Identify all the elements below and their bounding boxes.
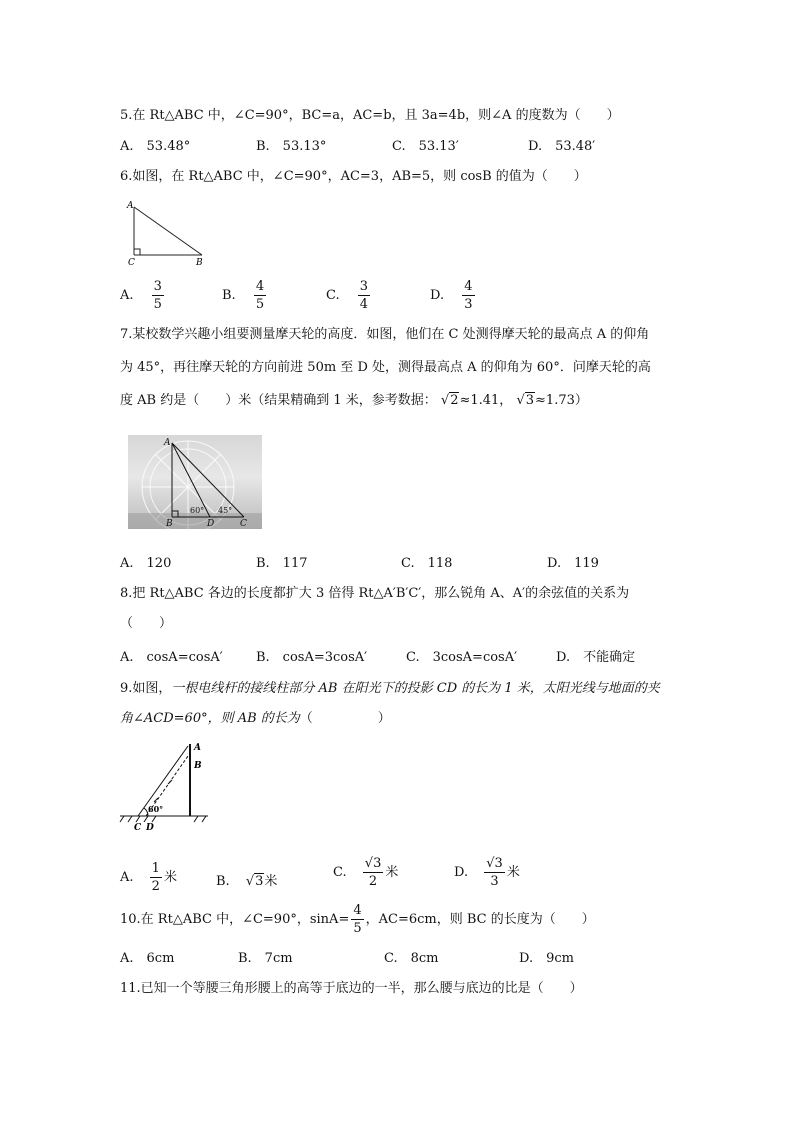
q7-angle-60: 60°: [190, 506, 205, 515]
question-7-line-1: 7.某校数学兴趣小组要测量摩天轮的高度．如图，他们在 C 处测得摩天轮的最高点 A 的仰角: [120, 327, 650, 342]
q9-option-d-letter: D.: [454, 865, 469, 880]
q9-option-c-unit: 米: [385, 865, 399, 880]
q7-line-3-text: 度 AB 约是（ ）米（结果精确到 1 米，参考数据：: [120, 393, 437, 408]
q9-option-a-letter: A.: [120, 870, 134, 885]
q6-option-c-letter: C.: [326, 288, 340, 303]
q5-option-b: B. 53.13°: [256, 139, 327, 154]
q6-option-b: [222, 280, 268, 311]
q9-option-d: [454, 857, 520, 888]
q9-line-1-prefix: 9.如图，: [120, 681, 172, 696]
q8-option-d: D. 不能确定: [556, 650, 636, 665]
q6-option-c-fraction: [358, 280, 370, 311]
q7-angle-45: 45°: [218, 506, 233, 515]
q5-option-a: A. 53.48°: [120, 139, 191, 154]
q9-option-d-den: 3: [490, 874, 499, 889]
q6-label-a: A: [127, 201, 134, 211]
q7-option-b: B. 117: [256, 556, 308, 571]
q9-option-d-radicand: 3: [494, 856, 503, 871]
q10-fraction: [351, 904, 363, 935]
q6-option-b-num: 4: [255, 279, 265, 294]
q10-option-a: A. 6cm: [120, 951, 175, 966]
q7-label-d: D: [207, 519, 215, 529]
q9-label-d: D: [146, 823, 154, 832]
q10-option-d: D. 9cm: [519, 951, 574, 966]
q6-option-d: [430, 280, 477, 311]
q9-option-b: [216, 870, 277, 889]
q7-sqrt-2-radicand: 2: [450, 393, 459, 408]
q6-option-a-num: 3: [153, 279, 162, 294]
q9-option-d-unit: 米: [506, 865, 520, 880]
q7-sqrt-3-radicand: 3: [525, 393, 535, 408]
q9-option-a-fraction: [150, 862, 162, 893]
q6-triangle-figure: [122, 197, 212, 269]
q9-pole-figure: [118, 740, 210, 832]
q7-sqrt-2: √2: [440, 393, 459, 408]
q6-option-d-num: 4: [464, 279, 473, 294]
q9-option-c-fraction: [363, 857, 384, 888]
q6-option-a: [120, 280, 166, 311]
q9-option-d-fraction: [484, 857, 505, 888]
q8-option-a: A. cosA=cosA′: [120, 650, 223, 665]
q9-option-c-num: √3: [364, 856, 382, 871]
q7-sqrt-3: √3: [516, 393, 535, 408]
q7-ferris-wheel-photo: [128, 435, 262, 529]
q7-label-b: B: [166, 519, 173, 529]
q9-option-a-unit: 米: [163, 870, 177, 885]
q6-option-b-letter: B.: [222, 288, 236, 303]
q9-option-c-letter: C.: [333, 865, 347, 880]
q9-label-c: C: [134, 823, 142, 832]
q9-option-c: [333, 857, 398, 888]
q10-text-b: ，AC=6cm，则 BC 的长度为（ ）: [365, 912, 595, 927]
q10-den: 5: [353, 921, 362, 936]
q7-option-d: D. 119: [547, 556, 599, 571]
q9-line-1-body: 一根电线杆的接线柱部分 AB 在阳光下的投影 CD 的长为 1 米，太阳光线与地面的夹: [171, 681, 660, 696]
q6-option-a-fraction: [152, 280, 164, 311]
q7-approx-2: ≈1.73）: [535, 393, 588, 408]
q7-option-a: A. 120: [120, 556, 172, 571]
q9-option-a: [120, 862, 177, 893]
q5-option-d: D. 53.48′: [528, 139, 596, 154]
q10-option-b: B. 7cm: [238, 951, 293, 966]
q8-option-b: B. cosA=3cosA′: [256, 650, 368, 665]
q6-option-d-den: 3: [464, 297, 473, 312]
q9-option-d-num: √3: [486, 856, 503, 871]
q6-option-a-letter: A.: [120, 288, 134, 303]
q9-option-b-sqrt: √3: [245, 874, 264, 889]
question-10-text: [120, 904, 595, 935]
question-8-paren: （ ）: [120, 616, 173, 631]
q9-option-a-den: 2: [151, 879, 160, 894]
question-11-text: 11.已知一个等腰三角形腰上的高等于底边的一半，那么腰与底边的比是（ ）: [120, 981, 583, 996]
question-8-text: 8.把 Rt△ABC 各边的长度都扩大 3 倍得 Rt△A′B′C′，那么锐角 A、A′的余弦值的关系为: [120, 586, 630, 601]
q6-option-d-fraction: [462, 280, 474, 311]
q10-num: 4: [353, 903, 362, 918]
question-9-line-2: [120, 707, 391, 726]
q9-option-c-radicand: 3: [373, 856, 382, 871]
q9-option-b-letter: B.: [216, 874, 230, 889]
q7-ferris-wheel-diagram: [128, 435, 262, 529]
question-6-text: 6.如图，在 Rt△ABC 中，∠C=90°，AC=3，AB=5，则 cosB 的值为（ ）: [120, 169, 587, 184]
q9-angle-60: 60°: [148, 804, 164, 814]
q6-option-a-den: 5: [153, 297, 162, 312]
q7-label-a: A: [164, 438, 171, 448]
question-7-line-3: [120, 389, 588, 408]
q10-text-a: 10.在 Rt△ABC 中，∠C=90°，sinA=: [120, 912, 350, 927]
q6-option-c: [326, 280, 372, 311]
q9-option-c-den: 2: [368, 874, 378, 889]
q5-option-c: C. 53.13′: [392, 139, 459, 154]
question-7-line-2: 为 45°，再往摩天轮的方向前进 50m 至 D 处，测得最高点 A 的仰角为 60°．问摩天轮的高: [120, 360, 651, 375]
q6-option-c-num: 3: [359, 279, 369, 294]
question-5-text: 5.在 Rt△ABC 中，∠C=90°，BC=a，AC=b，且 3a=4b，则∠A 的度数为（ ）: [120, 108, 620, 123]
q6-label-c: C: [128, 258, 135, 268]
q6-option-b-den: 5: [255, 297, 265, 312]
q9-label-b: B: [194, 761, 202, 771]
q9-option-a-num: 1: [151, 861, 160, 876]
q9-line-2-paren: （ ）: [299, 711, 391, 726]
q9-option-b-unit: 米: [264, 874, 278, 889]
q9-line-2-body: 角∠ACD=60°，则 AB 的长为: [120, 711, 300, 726]
q7-label-c: C: [240, 519, 247, 529]
q6-option-b-fraction: [254, 280, 266, 311]
q7-approx-1: ≈1.41，: [459, 393, 513, 408]
q9-option-b-radicand: 3: [255, 874, 264, 889]
q10-option-c: C. 8cm: [384, 951, 439, 966]
q6-label-b: B: [196, 258, 203, 268]
q7-option-c: C. 118: [401, 556, 453, 571]
q6-option-d-letter: D.: [430, 288, 445, 303]
question-9-line-1: [120, 677, 660, 696]
q8-option-c: C. 3cosA=cosA′: [406, 650, 518, 665]
q6-option-c-den: 4: [359, 297, 369, 312]
q9-label-a: A: [194, 743, 201, 753]
